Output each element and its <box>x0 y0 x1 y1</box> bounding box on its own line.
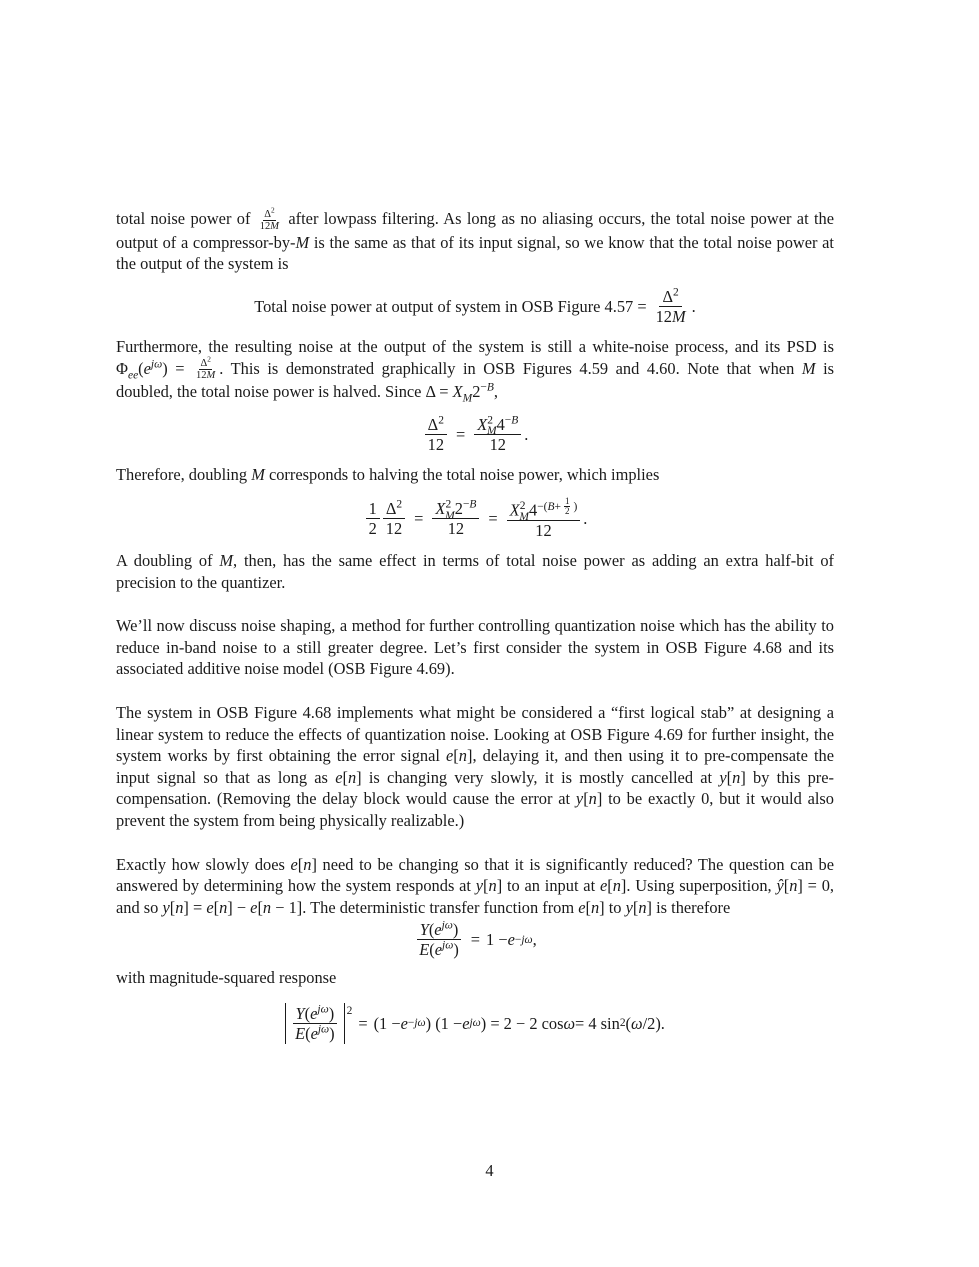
paragraph-4: A doubling of M, then, has the same effect in terms of total noise power as adding an extra half-bit of precision to the quantizer. <box>116 551 834 592</box>
paragraph-2: Furthermore, the resulting noise at the output of the system is still a white-noise process, and its PSD is $\Phi_{ee}(e^{j\omega})$ = $\frac{\Delta^2}{12M}$ . This is demonstrated graphically in OSB Figures 4.59 and 4.60. Note that when M is doubled, the total noise power is halved. Since $\Delta = X_M2^{-B}$, <box>116 336 834 405</box>
paragraph-8: with magnitude-squared response <box>116 968 337 988</box>
inline-fraction: $\frac{\Delta^2}{12M}$ <box>259 205 280 232</box>
paragraph-7: Exactly how slowly does e[n] need to be changing so that it is significantly reduced? The question can be answered by determining how the system responds at y[n] to an input at e[n]. Using superposition, ŷ[n] = 0, and so y[n] = e[n] − e[n − 1]. The deterministic transfer function from e[n] to y[n] is therefore <box>116 854 835 917</box>
equation-delta-squared: $\frac{\Delta^2}{12}$ = $\frac{X^2_M4^{-B}}{12}$ . <box>116 415 834 454</box>
equation-total-noise-power: Total noise power at output of system in OSB Figure 4.57 = $\frac{\Delta^2}{12M}$ . <box>254 286 696 326</box>
page-body <box>116 205 835 1054</box>
paragraph-5: We’ll now discuss noise shaping, a method for further controlling quantization noise which has the ability to reduce in-band noise to a still greater degree. Let’s first consider the system in OSB Figure 4.68 and its associated additive noise model (OSB Figure 4.69). <box>116 616 834 679</box>
equation-magnitude-squared: $\frac{Y(e^{j\omega})}{E(e^{j\omega})}$ $^2$ = (1 − e −jω ) (1 − e jω ) = 2 − 2 cos ω = 4 sin 2 ( ω /2). <box>116 1003 834 1044</box>
page-number: 4 <box>485 1161 494 1180</box>
equation-halving: $\frac{1}{2}$ $\frac{\Delta^2}{12}$ = $\frac{X^2_M2^{-B}}{12}$ = $X^2_M4^{-(B+ \frac{1}{2} )}$ 12 . <box>116 497 834 540</box>
paragraph-3: Therefore, doubling M corresponds to halving the total noise power, which implies <box>116 464 660 484</box>
equation-transfer-function: $\frac{Y(e^{j\omega})}{E(e^{j\omega})}$ = 1 − e −jω , <box>116 920 834 959</box>
paragraph-1: total noise power of $\frac{\Delta^2}{12M}$ after lowpass filtering. As long as no aliasing occurs, the total noise power at the output of a compressor-by-M is the same as that of its input signal, so we know that the total noise power at the output of the system is <box>116 205 834 274</box>
paragraph-6: The system in OSB Figure 4.68 implements what might be considered a “first logical stab” at designing a linear system to reduce the effects of quantization noise. Looking at OSB Figure 4.69 for further insight, the system works by first obtaining the error signal e[n], delaying it, and then using it to pre-compensate the input signal so that as long as e[n] is changing very slowly, it is mostly cancelled at y[n] by this pre-compensation. (Removing the delay block would cause the error at y[n] to be exactly 0, but it would also prevent the system from being physically realizable.) <box>116 703 834 830</box>
